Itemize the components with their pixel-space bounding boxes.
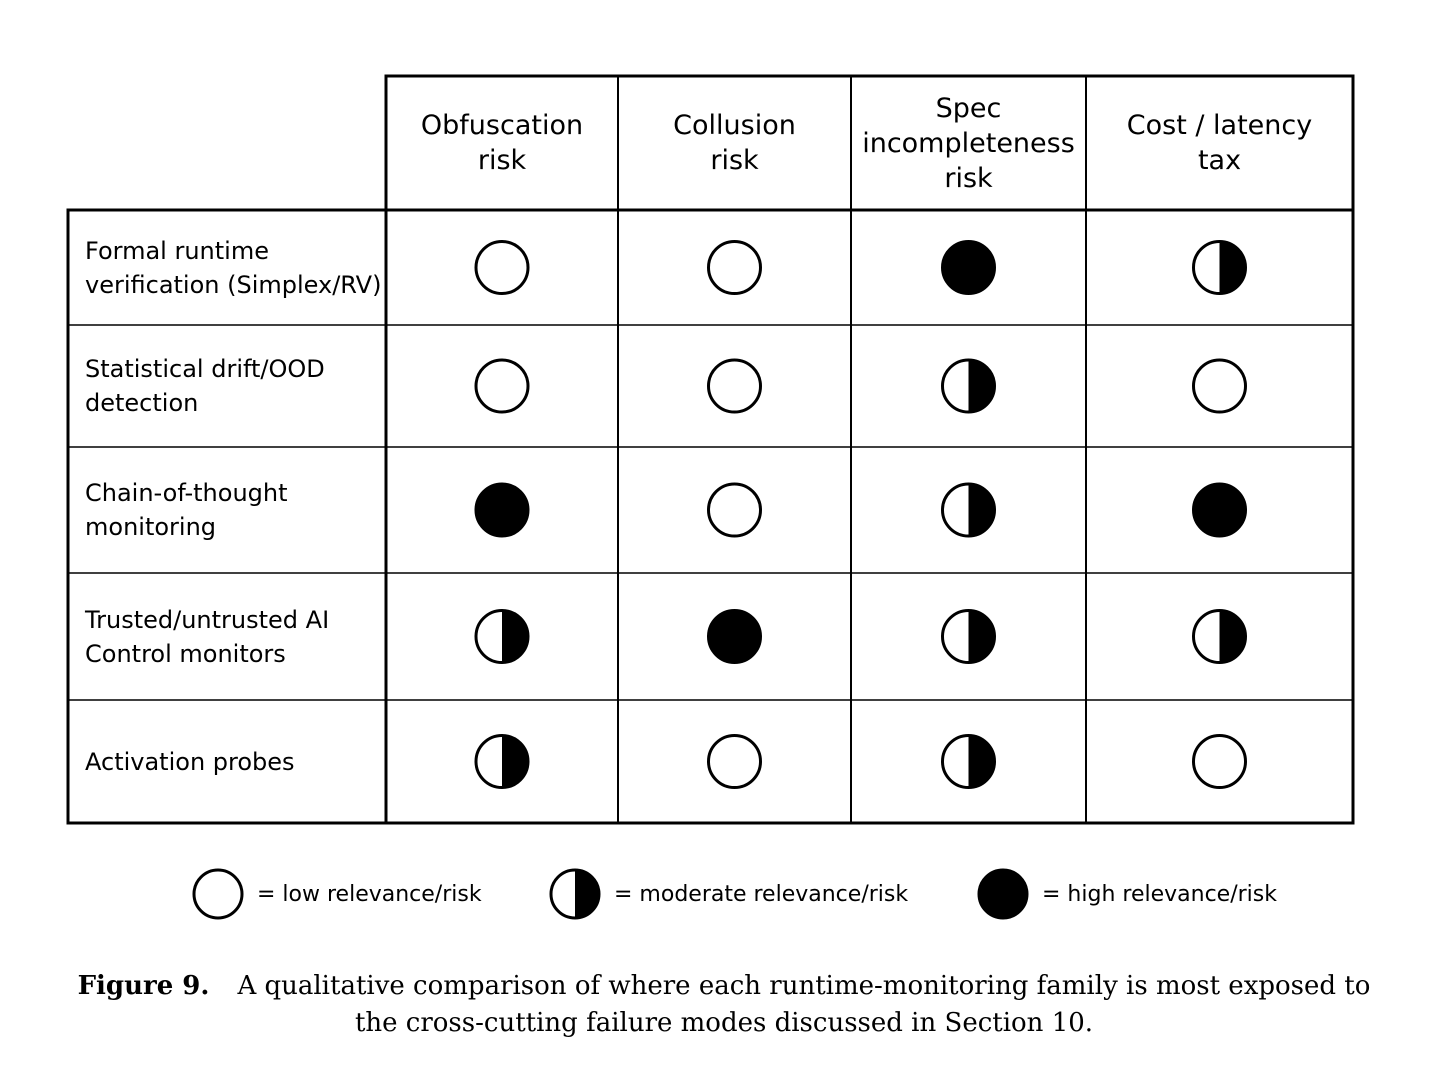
cell-low-marker: [476, 360, 528, 412]
low-relevance-icon: [191, 867, 245, 921]
cell-low-marker: [709, 484, 761, 536]
legend-label-low: = low relevance/risk: [257, 881, 482, 907]
cell-moderate-marker: [943, 611, 995, 663]
row-header: [68, 325, 386, 447]
legend-label-moderate: = moderate relevance/risk: [614, 881, 909, 907]
figure-label: Figure 9.: [77, 971, 210, 1001]
row-header: [68, 210, 386, 325]
column-header-label: Collusion risk: [673, 110, 796, 176]
column-header-label: Cost / latency tax: [1126, 110, 1313, 176]
row-header-label: Chain-of-thought monitoring: [85, 479, 288, 541]
cell-low-marker: [709, 360, 761, 412]
legend-item-moderate: [548, 867, 908, 921]
legend-label-high: = high relevance/risk: [1042, 881, 1277, 907]
cell-moderate-marker: [476, 611, 528, 663]
row-header-label: Statistical drift/OOD detection: [85, 355, 325, 417]
row-header-label: Activation probes: [85, 747, 295, 776]
legend-item-high: [976, 867, 1277, 921]
column-header-label: Spec incompleteness risk: [862, 92, 1075, 194]
column-header: [618, 76, 851, 210]
row-header: [68, 573, 386, 700]
cell-high-marker: [1194, 484, 1246, 536]
cell-high-marker: [476, 484, 528, 536]
cell-moderate-marker: [943, 484, 995, 536]
cell-high-marker: [943, 242, 995, 294]
cell-low-marker: [1194, 736, 1246, 788]
column-header-label: Obfuscation risk: [420, 110, 584, 176]
column-header: [386, 76, 618, 210]
row-header-label: Trusted/untrusted AI Control monitors: [85, 605, 330, 668]
figure-caption: [60, 968, 1388, 1042]
cell-low-marker: [709, 242, 761, 294]
row-header: [68, 700, 386, 823]
cell-moderate-marker: [943, 360, 995, 412]
cell-low-marker: [1194, 360, 1246, 412]
cell-moderate-marker: [1194, 242, 1246, 294]
cell-moderate-marker: [1194, 611, 1246, 663]
cell-moderate-marker: [476, 736, 528, 788]
row-header-label: Formal runtime verification (Simplex/RV): [85, 236, 382, 299]
column-header: [1086, 76, 1353, 210]
column-header: [851, 76, 1086, 210]
cell-low-marker: [476, 242, 528, 294]
cell-low-marker: [709, 736, 761, 788]
high-relevance-icon-shape: [979, 870, 1027, 918]
moderate-relevance-icon-shape: [551, 870, 599, 918]
caption-text: A qualitative comparison of where each runtime-monitoring family is most exposed to the cross-cutting failure modes discussed in Section 10.: [237, 971, 1371, 1038]
legend-item-low: [191, 867, 482, 921]
low-relevance-icon-shape: [194, 870, 242, 918]
moderate-relevance-icon: [548, 867, 602, 921]
cell-moderate-marker: [943, 736, 995, 788]
cell-high-marker: [709, 611, 761, 663]
row-header: [68, 447, 386, 573]
high-relevance-icon: [976, 867, 1030, 921]
